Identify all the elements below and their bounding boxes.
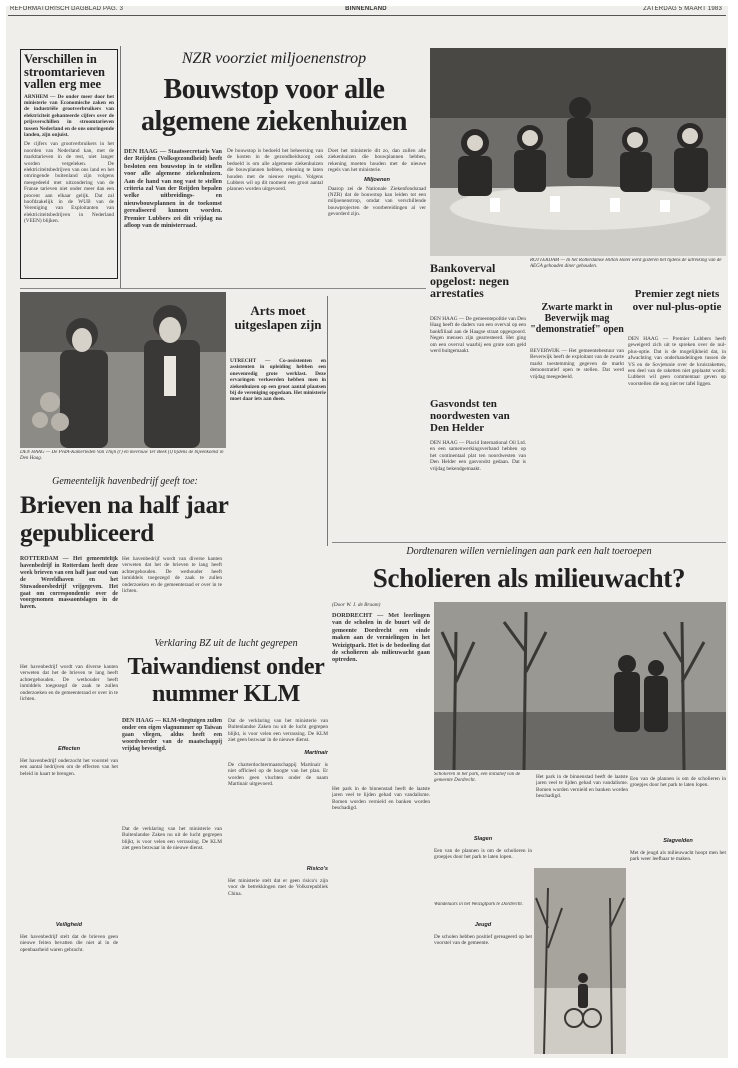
article-text: Daarop zei de Nationale Ziekenfondsraad (NZR) dat de bouwstop kan leiden tot een miljoenenstrop, omdat van verschillende bouwprojecten de voorbereidingen al ver gevorderd zijn. bbox=[328, 185, 426, 218]
masthead-center: BINNENLAND bbox=[345, 6, 387, 12]
article-body: Het havenbedrijf stelt dat de brieven geen nieuwe feiten bevatten die niet al in de openbaarheid waren gebracht. bbox=[20, 934, 118, 953]
article-headline: Brieven na half jaar gepubliceerd bbox=[20, 492, 229, 547]
article-body: Het ministerie stelt dat er geen risico's zijn voor de betrekkingen met de Volksrepubliek China. bbox=[228, 878, 328, 897]
park-illustration bbox=[434, 602, 726, 770]
article-title: Bankoverval opgelost: negen arrestaties bbox=[430, 262, 509, 300]
article-title: Gasvondst ten noordwesten van Den Helder bbox=[430, 398, 510, 434]
article-title: Zwarte markt in Beverwijk mag "demonstratief" open bbox=[530, 302, 624, 335]
article-headline: Scholieren als milieuwacht? bbox=[372, 563, 686, 593]
photo-caption: Wandelaars in het Weizigtpark te Dordrecht. bbox=[434, 902, 523, 907]
pvda-illustration bbox=[20, 292, 226, 448]
article-body: Het havenbedrijf wordt van diverse kanten verweten dat het de brieven te lang heeft achtergehouden. De wethouder heeft inmiddels toegezegd de zaak te zullen onderzoeken en de gemeenteraad er over in te lichten. bbox=[122, 556, 222, 595]
subheading: Effecten bbox=[58, 746, 80, 752]
photo-caption: Scholieren in het park, een initiatief van de gemeente Dordrecht. bbox=[434, 772, 521, 783]
article-body: DEN HAAG — Premier Lubbers heeft geweigerd zich uit te spreken over de nul-plus-optie. Dat is de mogelijkheid dat, in afwachting van onderhandelingen tussen de VS en de Sovjetunie over de kruisraketten, een deel van de raketten niet geplaatst wordt. Lubbers wil geen commentaar geven op voorstellen die nog niet ter tafel liggen. bbox=[628, 336, 726, 387]
photo-park bbox=[434, 602, 726, 770]
article-title: Verschillen in stroomtarieven vallen erg mee bbox=[24, 52, 105, 91]
subheading: Veiligheid bbox=[55, 922, 83, 928]
article-body: Een van de plannen is om de scholieren in groepjes door het park te laten lopen. bbox=[434, 848, 532, 861]
photo-pvda bbox=[20, 292, 226, 448]
article-title: Premier zegt niets over nul-plus-optie bbox=[632, 288, 722, 313]
article-byline: (Door W. J. de Braam) bbox=[332, 602, 381, 608]
subheading: Jeugd bbox=[474, 922, 492, 928]
subheading: Slagvelden bbox=[663, 838, 693, 844]
article-column-3 bbox=[328, 148, 426, 284]
banquet-illustration bbox=[430, 48, 726, 256]
article-body: DEN HAAG — De gemeentepolitie van Den Haag heeft de daders van een overval op een bankfiliaal aan de Haagse straat opgespoord. Negen mensen zijn gearresteerd. Het ging om een overval waarbij een grote som geld werd buitgemaakt. bbox=[430, 316, 526, 355]
article-body: De scholen hebben positief gereageerd op het voorstel van de gemeente. bbox=[434, 934, 532, 947]
column-rule bbox=[120, 46, 121, 288]
article-body: Dat de verklaring van het ministerie van Buitenlandse Zaken nu uit de lucht gegrepen blijkt, is voor velen een verrassing. De KLM ziet geen bezwaar in de nieuwe dienst. bbox=[228, 718, 328, 744]
article-lead: ROTTERDAM — Het gemeentelijk havenbedrijf in Rotterdam heeft deze week brieven van een half jaar oud van de Wereldhaven en het Stuwadoorsbedrijf vrijgegeven. Het gaat om correspondentie over de voorgenomen massaontslagen in de haven. bbox=[20, 556, 118, 611]
masthead-left: REFORMATORISCH DAGBLAD PAG. 3 bbox=[10, 6, 124, 12]
article-body: Een van de plannen is om de scholieren in groepjes door het park te laten lopen. bbox=[630, 776, 726, 789]
article-body: Het havenbedrijf onderzocht het voorstel van een aantal bedrijven om de effecten van het beleid in kaart te brengen. bbox=[20, 758, 118, 777]
article-body: De charterdochtermaatschappij Martinair is niet officieel op de hoogte van het plan. Er worden geen vluchten onder de naam Martinair uitgevoerd. bbox=[228, 762, 328, 788]
article-text: Doet het ministerie dit zo, dan zullen alle ziekenhuizen die bouwplannen hebben, rekening moeten houden met de nieuwe regels van het ministerie. bbox=[328, 148, 426, 174]
section-rule bbox=[20, 288, 426, 289]
photo-banquet bbox=[430, 48, 726, 256]
article-title: Arts moet uitgeslapen zijn bbox=[234, 304, 322, 332]
subheading: Miljoenen bbox=[364, 176, 390, 183]
subheading: Slagen bbox=[473, 836, 493, 842]
masthead-right: ZATERDAG 5 MAART 1983 bbox=[643, 6, 722, 12]
article-body: Dat de verklaring van het ministerie van Buitenlandse Zaken nu uit de lucht gegrepen blijkt, is voor velen een verrassing. De KLM ziet geen bezwaar in de nieuwe dienst. bbox=[122, 826, 222, 852]
article-kicker: Dordtenaren willen vernielingen aan park een halt toeroepen bbox=[406, 546, 652, 557]
article-kicker: NZR voorziet miljoenenstrop bbox=[181, 50, 367, 67]
article-lead: DEN HAAG — Staatssecretaris Van der Reijden (Volksgezondheid) heeft besloten een bouwstop in te stellen voor alle algemene ziekenhuizen. Aan de hand van nog vast te stellen criteria zal Van der Reijden bepalen welke uitbreidings- en nieuwbouwplannen in de toekomst gerealiseerd kunnen worden. Premier Lubbers zei dit vrijdag na afloop van de ministerraad. bbox=[124, 148, 222, 230]
photo-caption: DEN HAAG — De PvdA-Kamerleden Van Thijn (r) en mevrouw Ter Beek (l) tijdens de bijeenkomst in Den Haag. bbox=[20, 450, 224, 461]
article-stroomtarieven bbox=[20, 49, 118, 279]
photo-cyclists bbox=[534, 868, 626, 1054]
article-body: De cijfers van grootverbruikers in het noorden van Nederland kan, met de markttarieven in de rest, niet langer worden vergeleken. De elektriciteitsbedrijven van ons land en het omringende buitenland zijn volgens meegedeeld met uitzondering van de Franse tarieven niet onder meer dan een procent aan elkaar gelijk. Dat zal hoofdzakelijk in de WUB van de Vereniging van Exploitanten van elektriciteitsbedrijven in Nederland (VEEN) blijken. bbox=[24, 141, 114, 225]
section-rule bbox=[332, 542, 726, 543]
article-lead: DORDRECHT — Met leerlingen van de scholen in de buurt wil de gemeente Dordrecht een einde maken aan de vernielingen in het Weizigtpark. Het is de bedoeling dat de scholieren als milieuwacht gaan optreden. bbox=[332, 612, 430, 664]
article-kicker: Gemeentelijk havenbedrijf geeft toe: bbox=[52, 476, 198, 487]
article-kicker: Verklaring BZ uit de lucht gegrepen bbox=[154, 638, 298, 649]
article-body: Het park in de binnenstad heeft de laatste jaren veel te lijden gehad van vandalisme. Bomen worden vernield en banken worden beschadigd. bbox=[536, 774, 628, 800]
newspaper-page bbox=[6, 6, 728, 1058]
masthead-rule bbox=[8, 15, 726, 16]
article-body: DEN HAAG — Placid International Oil Ltd. en een samenwerkingsverband hebben op het continentaal plat ten noordwesten van Den Helder een gasvondst gedaan. Dat is vrijdag bekendgemaakt. bbox=[430, 440, 526, 472]
article-headline: Taiwandienst onder nummer KLM bbox=[127, 654, 325, 707]
article-headline: Bouwstop voor alle algemene ziekenhuizen bbox=[140, 74, 408, 137]
subheading: Risico's bbox=[306, 866, 328, 872]
article-body: UTRECHT — Co-assistenten en assistenten in opleiding hebben een onevenredig grote werklast. Deze ervaringen verkeerden hebben men in ziekenhuizen op een groot aantal plaatsen bij de vereniging opgedaan. Het ministerie moet daar iets aan doen. bbox=[230, 358, 326, 403]
article-body: Het park in de binnenstad heeft de laatste jaren veel te lijden gehad van vandalisme. Bomen worden vernield en banken worden beschadigd. bbox=[332, 786, 430, 812]
article-body: BEVERWIJK — Het gemeentebestuur van Beverwijk heeft de exploitant van de zwarte markt toestemming gegeven de markt demonstratief open te stellen. Dat werd vrijdag meegedeeld. bbox=[530, 348, 624, 380]
article-column: De bouwstop is bedoeld het beheersing van de kosten in de gezondheidszorg ook bedoeld is om alle algemene ziekenhuizen die bouwplannen hebben, rekening te laten houden met de nieuwe regels. Volgens Lubbers wil op dit moment een groot aantal plannen worden uitgevoerd. bbox=[227, 148, 323, 193]
cyclists-illustration bbox=[534, 868, 626, 1054]
subheading: Martinair bbox=[304, 750, 328, 756]
photo-caption: ROTTERDAM — In het Rotterdamse Hilton Hotel werd gisteren het tijdens de uitreiking van de AEGA gehouden diner gehouden. bbox=[530, 258, 722, 269]
article-body: Met de jeugd als milieuwacht hoopt men het park weer leefbaar te maken. bbox=[630, 850, 726, 863]
article-lead: ARNHEM — De onder meer door het ministerie van Economische zaken en de industriële grootverbruikers van elektriciteit gehanteerde cijfers over de prijsverschillen in stroomtarieven tussen Nederland en de ons omringende landen, zijn onjuist. bbox=[24, 93, 114, 138]
column-rule bbox=[327, 296, 328, 546]
article-lead: DEN HAAG — KLM-vliegtuigen zullen onder een eigen vlagnummer op Taiwan gaan vliegen, aldus heeft een woordvoerder van de maatschappij vrijdag bevestigd. bbox=[122, 718, 222, 752]
article-body: Het havenbedrijf wordt van diverse kanten verweten dat het de brieven te lang heeft achtergehouden. De wethouder heeft inmiddels toegezegd de zaak te zullen onderzoeken en de gemeenteraad er over in te lichten. bbox=[20, 664, 118, 703]
